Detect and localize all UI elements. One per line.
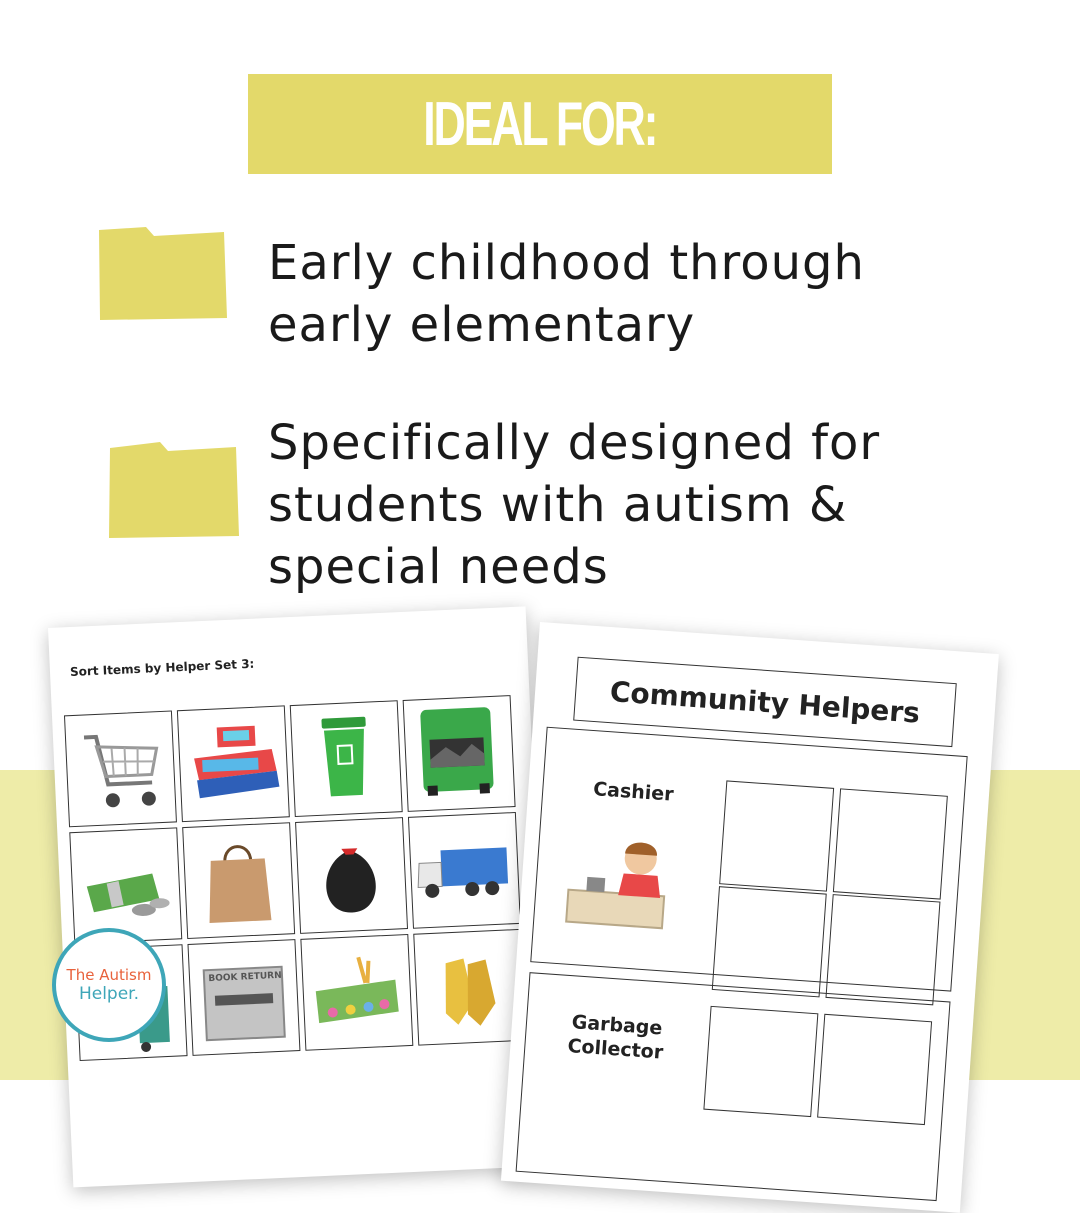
garbage-collector-section <box>516 972 951 1201</box>
book-return-card <box>187 939 300 1056</box>
logo-line-2: Helper. <box>78 984 140 1004</box>
garbage-collector-label-line-2: Collector <box>566 1034 664 1064</box>
garbage-collector-label-line-1: Garbage <box>571 1011 664 1040</box>
bullet-2-text <box>268 412 880 598</box>
paper-bag-icon <box>183 823 293 936</box>
trash-bag-card <box>295 817 408 934</box>
cashier-icon <box>564 830 691 938</box>
worksheet-title: Sort Items by Helper Set 3: <box>69 656 255 680</box>
shopping-cart-icon <box>65 712 175 825</box>
sort-slot[interactable] <box>833 788 948 899</box>
trash-bag-icon <box>296 818 406 931</box>
sort-slot[interactable] <box>825 894 940 1005</box>
sort-slot[interactable] <box>712 886 827 997</box>
toolbox-icon <box>301 935 411 1048</box>
money-icon <box>70 828 180 941</box>
cash-register-icon <box>178 706 288 819</box>
community-helpers-worksheet <box>501 622 999 1213</box>
folder-icon <box>106 438 242 540</box>
ideal-for-banner <box>248 74 832 174</box>
cashier-label: Cashier <box>592 778 675 806</box>
bullet-1-text <box>268 232 865 356</box>
garbage-truck-side-card <box>408 812 521 929</box>
sort-slot[interactable] <box>817 1014 932 1125</box>
bullet-2-line-1: Specifically designed for <box>268 415 881 471</box>
logo-line-1: The Autism <box>66 966 152 984</box>
book-return-icon <box>189 940 299 1053</box>
gloves-card <box>413 929 526 1046</box>
shopping-cart-card <box>64 710 177 827</box>
garbage-truck-icon <box>404 696 514 809</box>
bullet-1-line-1: Early childhood through <box>268 235 865 291</box>
community-helpers-title: Community Helpers <box>573 657 957 747</box>
folder-icon <box>96 222 230 322</box>
cashier-section <box>530 727 967 992</box>
garden-tools-card <box>300 934 413 1051</box>
truck-icon <box>409 813 519 926</box>
bullet-1-line-2: early elementary <box>268 297 696 353</box>
cash-register-card <box>177 705 290 822</box>
trash-can-icon <box>291 701 401 814</box>
trash-can-card <box>290 700 403 817</box>
sort-items-worksheet <box>48 606 551 1187</box>
sort-slot[interactable] <box>719 780 834 891</box>
bullet-2-line-2: students with autism & <box>268 477 848 533</box>
book-return-label: BOOK RETURN <box>208 970 282 985</box>
gloves-icon <box>414 930 524 1043</box>
bullet-2-line-3: special needs <box>268 539 609 595</box>
paper-bag-card <box>182 822 295 939</box>
the-autism-helper-logo <box>52 928 166 1042</box>
banner-title: IDEAL FOR: <box>423 89 657 159</box>
garbage-collector-label <box>545 1009 688 1067</box>
money-card <box>69 827 182 944</box>
garbage-truck-back-card <box>403 695 516 812</box>
sort-slot[interactable] <box>703 1006 818 1117</box>
